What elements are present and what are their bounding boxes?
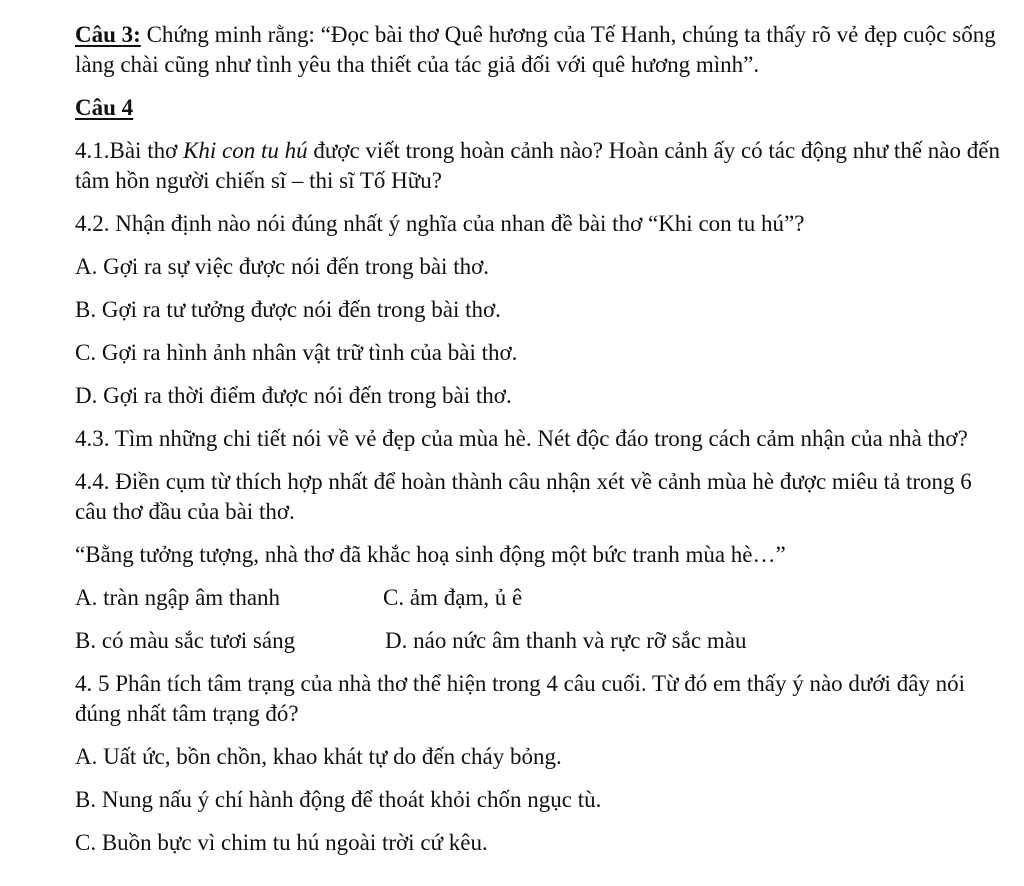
cau4-heading-paragraph	[75, 93, 1005, 123]
cau3-text: Chứng minh rằng: “Đọc bài thơ Quê hương của Tế Hanh, chúng ta thấy rõ vẻ đẹp cuộc sống làng chài cũng như tình yêu tha thiết của tác giả đối với quê hương mình”.	[75, 22, 996, 77]
cau4-label: Câu 4	[75, 95, 134, 120]
question-4-3: 4.3. Tìm những chi tiết nói về vẻ đẹp của mùa hè. Nét độc đáo trong cách cảm nhận của nhà thơ?	[75, 426, 968, 451]
question-4-1-prefix: 4.1.Bài thơ	[75, 138, 183, 163]
option-4-4-b: B. có màu sắc tươi sáng	[75, 628, 296, 653]
question-4-1-suffix: được viết trong hoàn cảnh nào? Hoàn cảnh ấy có tác động như thế nào đến tâm hồn người chiến sĩ – thi sĩ Tố Hữu?	[75, 138, 1000, 193]
option-4-4-a: A. tràn ngập âm thanh	[75, 585, 281, 610]
question-4-4: 4.4. Điền cụm từ thích hợp nhất để hoàn thành câu nhận xét về cảnh mùa hè được miêu tả trong 6 câu thơ đầu của bài thơ.	[75, 469, 972, 524]
question-4-4-quote: “Bằng tưởng tượng, nhà thơ đã khắc hoạ sinh động một bức tranh mùa hè…”	[75, 542, 786, 567]
option-4-4-d: D. náo nức âm thanh và rực rỡ sắc màu	[385, 628, 747, 653]
option-4-2-d: D. Gợi ra thời điểm được nói đến trong bài thơ.	[75, 383, 512, 408]
option-4-5-a: A. Uất ức, bồn chồn, khao khát tự do đến cháy bỏng.	[75, 744, 562, 769]
document-page	[75, 20, 1005, 871]
question-4-5: 4. 5 Phân tích tâm trạng của nhà thơ thể hiện trong 4 câu cuối. Từ đó em thấy ý nào dưới đây nói đúng nhất tâm trạng đó?	[75, 671, 966, 726]
cau3-paragraph	[75, 20, 1005, 80]
cau3-label: Câu 3:	[75, 22, 141, 47]
option-4-5-c: C. Buồn bực vì chim tu hú ngoài trời cứ kêu.	[75, 830, 488, 855]
question-4-1	[75, 136, 1005, 196]
option-4-2-a: A. Gợi ra sự việc được nói đến trong bài thơ.	[75, 254, 489, 279]
option-4-4-c: C. ảm đạm, ủ ê	[383, 585, 523, 610]
option-4-2-c: C. Gợi ra hình ảnh nhân vật trữ tình của bài thơ.	[75, 340, 518, 365]
question-4-2: 4.2. Nhận định nào nói đúng nhất ý nghĩa của nhan đề bài thơ “Khi con tu hú”?	[75, 211, 805, 236]
options-4-4-row-2	[75, 626, 1005, 656]
option-4-2-b: B. Gợi ra tư tưởng được nói đến trong bài thơ.	[75, 297, 501, 322]
poem-title: Khi con tu hú	[183, 138, 308, 163]
options-4-4-row-1	[75, 583, 1005, 613]
option-4-5-b: B. Nung nấu ý chí hành động để thoát khỏi chốn ngục tù.	[75, 787, 602, 812]
